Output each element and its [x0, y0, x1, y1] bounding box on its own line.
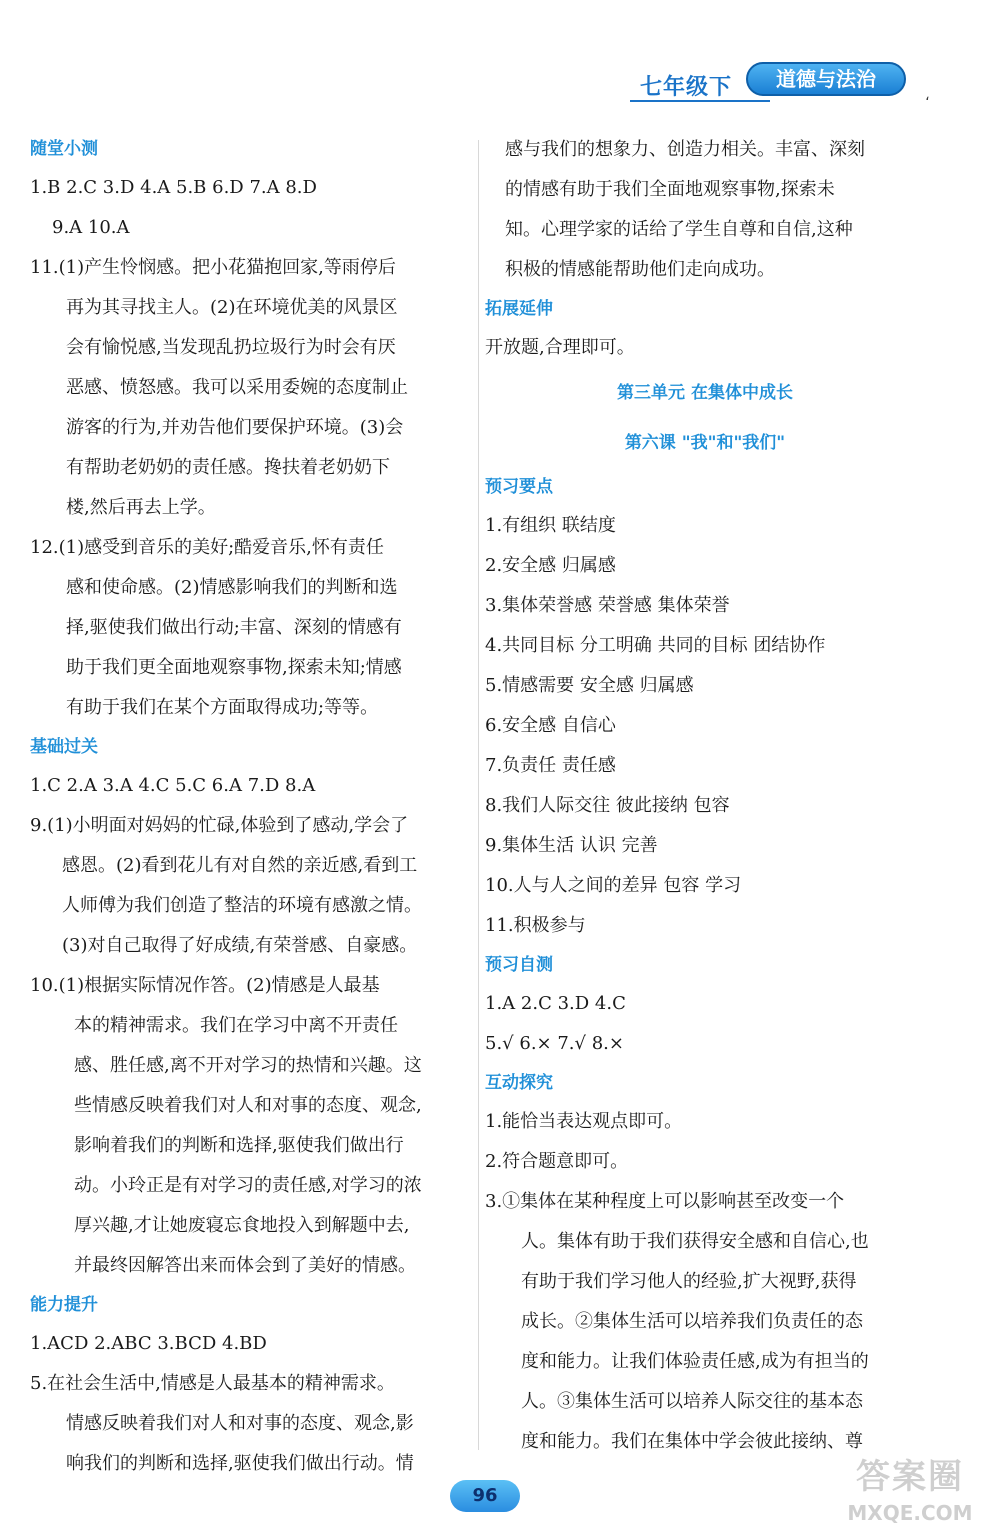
answer-line: 厚兴趣,才让她废寝忘食地投入到解题中去,: [74, 1215, 410, 1236]
answer-line: 开放题,合理即可。: [485, 337, 635, 358]
corner-mark: ،: [925, 88, 930, 104]
column-divider: [478, 140, 479, 1450]
subject-badge: 道德与法治: [746, 62, 906, 96]
section-heading: 基础过关: [30, 737, 98, 757]
answer-line: 1.A 2.C 3.D 4.C: [485, 993, 626, 1014]
answer-line: 1.B 2.C 3.D 4.A 5.B 6.D 7.A 8.D: [30, 177, 317, 198]
answer-line: 感和使命感。(2)情感影响我们的判断和选: [66, 577, 398, 598]
answer-line: 5.√ 6.× 7.√ 8.×: [485, 1033, 624, 1054]
section-heading: 能力提升: [30, 1295, 98, 1315]
right-column: [485, 130, 925, 1462]
answer-line: 感恩。(2)看到花儿有对自然的亲近感,看到工: [62, 855, 418, 876]
watermark-logo-text: 答案圈: [856, 1457, 964, 1497]
section-heading: 互动探究: [485, 1073, 553, 1093]
answer-line: 1.C 2.A 3.A 4.C 5.C 6.A 7.D 8.A: [30, 775, 316, 796]
page-number: 96: [450, 1480, 520, 1512]
answer-line: 9.集体生活 认识 完善: [485, 835, 658, 856]
answer-line: 3.①集体在某种程度上可以影响甚至改变一个: [485, 1191, 845, 1212]
answer-line: 人。③集体生活可以培养人际交往的基本态: [521, 1391, 863, 1412]
answer-line: 的情感有助于我们全面地观察事物,探索未: [505, 179, 835, 200]
answer-line: 5.在社会生活中,情感是人最基本的精神需求。: [30, 1373, 395, 1394]
answer-line: 有助于我们学习他人的经验,扩大视野,获得: [521, 1271, 857, 1292]
answer-line: 2.安全感 归属感: [485, 555, 616, 576]
answer-line: 度和能力。让我们体验责任感,成为有担当的: [521, 1351, 869, 1372]
answer-line: 动。小玲正是有对学习的责任感,对学习的浓: [74, 1175, 422, 1196]
answer-line: 积极的情感能帮助他们走向成功。: [505, 259, 775, 280]
answer-line: 9.(1)小明面对妈妈的忙碌,体验到了感动,学会了: [30, 815, 409, 836]
answer-line: 11.(1)产生怜悯感。把小花猫抱回家,等雨停后: [30, 257, 396, 278]
answer-line: 人。集体有助于我们获得安全感和自信心,也: [521, 1231, 869, 1252]
watermark: [830, 1455, 990, 1535]
section-heading: 预习要点: [485, 477, 553, 497]
section-heading: 拓展延伸: [485, 299, 553, 319]
answer-line: 游客的行为,并劝告他们要保护环境。(3)会: [66, 417, 404, 438]
lesson-title: 第六课 "我"和"我们": [624, 433, 786, 453]
answer-line: 影响着我们的判断和选择,驱使我们做出行: [74, 1135, 404, 1156]
unit-title: 第三单元 在集体中成长: [617, 383, 793, 403]
answer-line: 7.负责任 责任感: [485, 755, 616, 776]
answer-line: 11.积极参与: [485, 915, 586, 936]
section-heading: 随堂小测: [30, 139, 98, 159]
answer-line: 2.符合题意即可。: [485, 1151, 629, 1172]
left-column: [30, 130, 470, 1484]
answer-line: 择,驱使我们做出行动;丰富、深刻的情感有: [66, 617, 402, 638]
answer-line: 12.(1)感受到音乐的美好;酷爱音乐,怀有责任: [30, 537, 384, 558]
answer-line: 助于我们更全面地观察事物,探索未知;情感: [66, 657, 402, 678]
answer-line: 人师傅为我们创造了整洁的环境有感激之情。: [62, 895, 422, 916]
answer-line: 9.A 10.A: [52, 217, 130, 238]
answer-line: 会有愉悦感,当发现乱扔垃圾行为时会有厌: [66, 337, 396, 358]
answer-line: 再为其寻找主人。(2)在环境优美的风景区: [66, 297, 398, 318]
answer-line: 有帮助老奶奶的责任感。搀扶着老奶奶下: [66, 457, 390, 478]
watermark-url: MXQE.COM: [847, 1501, 973, 1525]
answer-line: 楼,然后再去上学。: [66, 497, 216, 518]
answer-line: 些情感反映着我们对人和对事的态度、观念,: [74, 1095, 422, 1116]
answer-line: 有助于我们在某个方面取得成功;等等。: [66, 697, 379, 718]
answer-line: 8.我们人际交往 彼此接纳 包容: [485, 795, 730, 816]
answer-line: 感与我们的想象力、创造力相关。丰富、深刻: [505, 139, 865, 160]
answer-line: 1.有组织 联结度: [485, 515, 616, 536]
answer-line: 知。心理学家的话给了学生自尊和自信,这种: [505, 219, 853, 240]
answer-line: 4.共同目标 分工明确 共同的目标 团结协作: [485, 635, 826, 656]
answer-line: 1.能恰当表达观点即可。: [485, 1111, 683, 1132]
answer-line: 情感反映着我们对人和对事的态度、观念,影: [66, 1413, 414, 1434]
answer-line: 10.(1)根据实际情况作答。(2)情感是人最基: [30, 975, 380, 996]
header-underline: [630, 100, 770, 102]
answer-line: 本的精神需求。我们在学习中离不开责任: [74, 1015, 398, 1036]
answer-line: 5.情感需要 安全感 归属感: [485, 675, 694, 696]
answer-line: 3.集体荣誉感 荣誉感 集体荣誉: [485, 595, 730, 616]
answer-line: 响我们的判断和选择,驱使我们做出行动。情: [66, 1453, 414, 1474]
grade-label: 七年级下: [640, 74, 733, 100]
answer-line: (3)对自己取得了好成绩,有荣誉感、自豪感。: [62, 935, 418, 956]
answer-line: 恶感、愤怒感。我可以采用委婉的态度制止: [66, 377, 408, 398]
answer-line: 并最终因解答出来而体会到了美好的情感。: [74, 1255, 416, 1276]
answer-line: 6.安全感 自信心: [485, 715, 616, 736]
answer-line: 1.ACD 2.ABC 3.BCD 4.BD: [30, 1333, 267, 1354]
page-header: [620, 62, 920, 106]
answer-line: 度和能力。我们在集体中学会彼此接纳、尊: [521, 1431, 863, 1452]
answer-line: 成长。②集体生活可以培养我们负责任的态: [521, 1311, 863, 1332]
answer-line: 10.人与人之间的差异 包容 学习: [485, 875, 742, 896]
section-heading: 预习自测: [485, 955, 553, 975]
answer-line: 感、胜任感,离不开对学习的热情和兴趣。这: [74, 1055, 422, 1076]
